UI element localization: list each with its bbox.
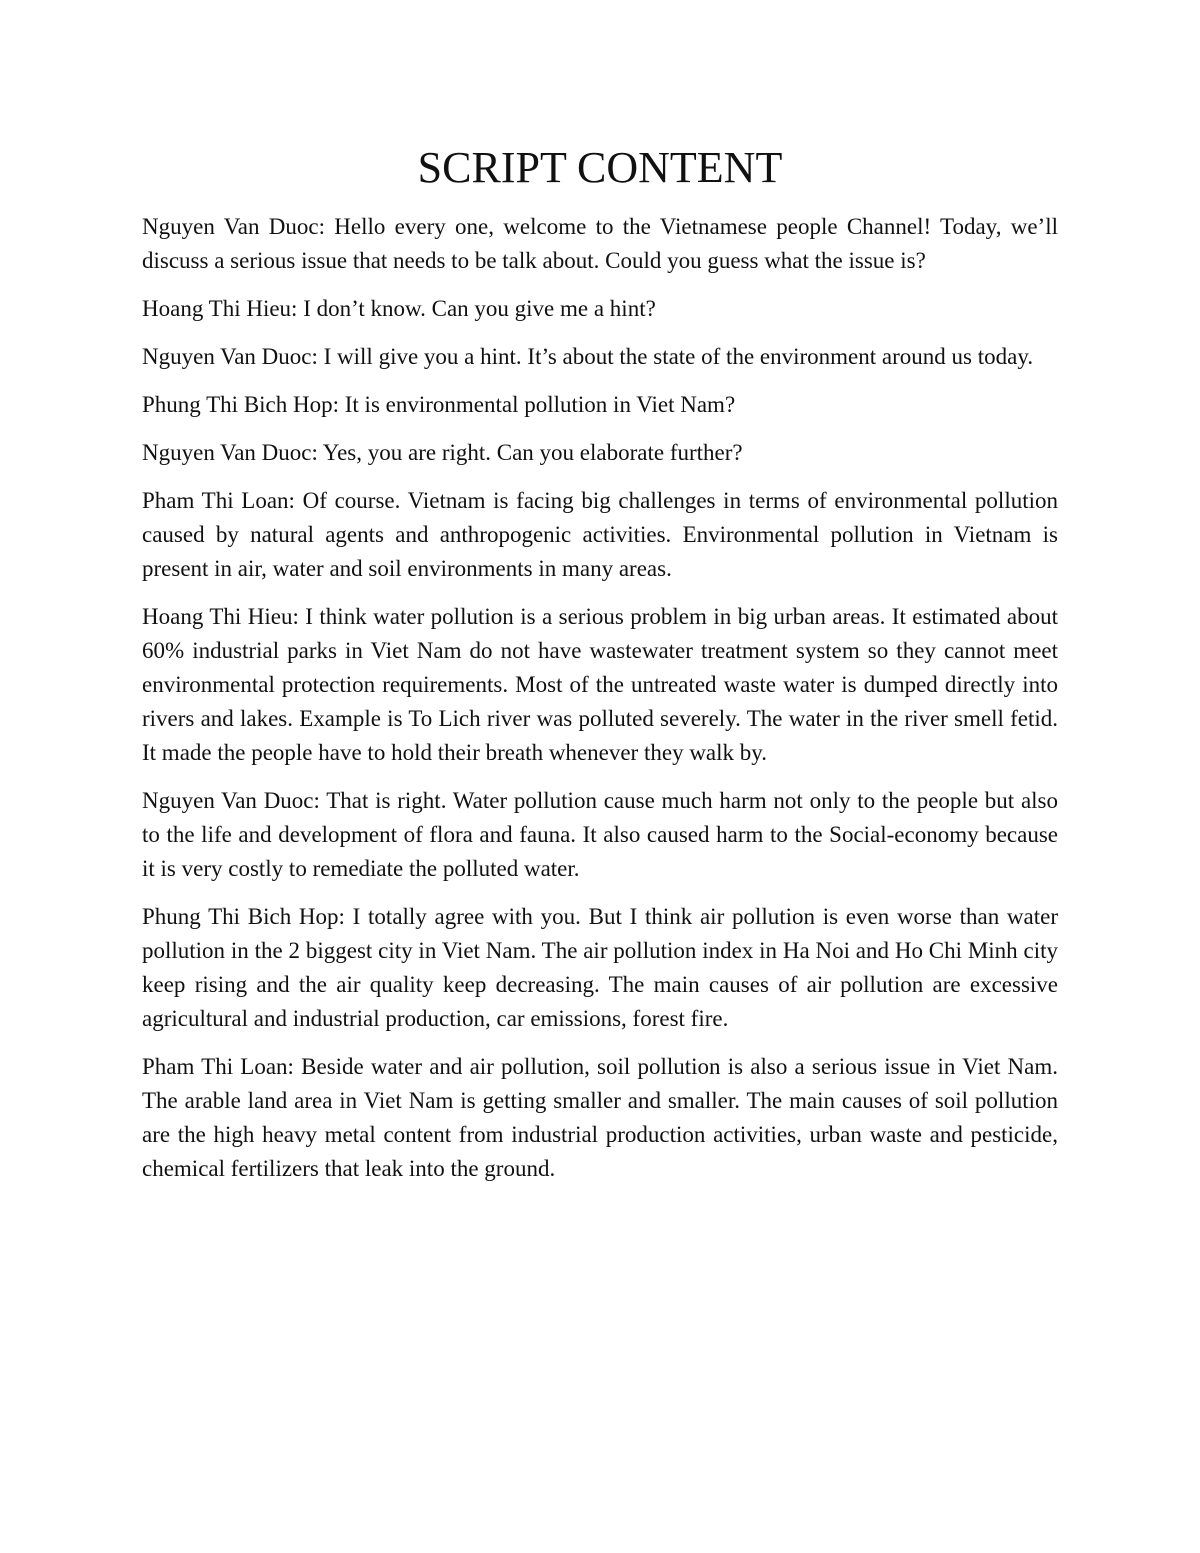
dialogue-paragraph: Nguyen Van Duoc: Yes, you are right. Can you elaborate further?: [142, 440, 743, 465]
dialogue-paragraph: Nguyen Van Duoc: Hello every one, welcome to the Vietnamese people Channel! Today, we’ll discuss a serious issue that needs to be talk about. Could you guess what the issue is?: [142, 214, 1058, 273]
dialogue-paragraph: Nguyen Van Duoc: I will give you a hint. It’s about the state of the environment around us today.: [142, 344, 1034, 369]
script-body: [142, 210, 1058, 1200]
dialogue-paragraph: Nguyen Van Duoc: That is right. Water pollution cause much harm not only to the people but also to the life and development of flora and fauna. It also caused harm to the Social-economy because it is very costly to remediate the polluted water.: [142, 788, 1058, 881]
dialogue-paragraph: Hoang Thi Hieu: I don’t know. Can you give me a hint?: [142, 296, 656, 321]
dialogue-paragraph: Pham Thi Loan: Beside water and air pollution, soil pollution is also a serious issue in Viet Nam. The arable land area in Viet Nam is getting smaller and smaller. The main causes of soil pollution are the high heavy metal content from industrial production activities, urban waste and pesticide, chemical fertilizers that leak into the ground.: [142, 1054, 1058, 1181]
dialogue-paragraph: Pham Thi Loan: Of course. Vietnam is facing big challenges in terms of environmental pollution caused by natural agents and anthropogenic activities. Environmental pollution in Vietnam is present in air, water and soil environments in many areas.: [142, 488, 1058, 581]
dialogue-paragraph: Hoang Thi Hieu: I think water pollution is a serious problem in big urban areas. It estimated about 60% industrial parks in Viet Nam do not have wastewater treatment system so they cannot meet environmental protection requirements. Most of the untreated waste water is dumped directly into rivers and lakes. Example is To Lich river was polluted severely. The water in the river smell fetid. It made the people have to hold their breath whenever they walk by.: [142, 604, 1058, 765]
dialogue-paragraph: Phung Thi Bich Hop: It is environmental pollution in Viet Nam?: [142, 392, 736, 417]
document-title: SCRIPT CONTENT: [417, 143, 783, 192]
dialogue-paragraph: Phung Thi Bich Hop: I totally agree with you. But I think air pollution is even worse than water pollution in the 2 biggest city in Viet Nam. The air pollution index in Ha Noi and Ho Chi Minh city keep rising and the air quality keep decreasing. The main causes of air pollution are excessive agricultural and industrial production, car emissions, forest fire.: [142, 904, 1058, 1031]
